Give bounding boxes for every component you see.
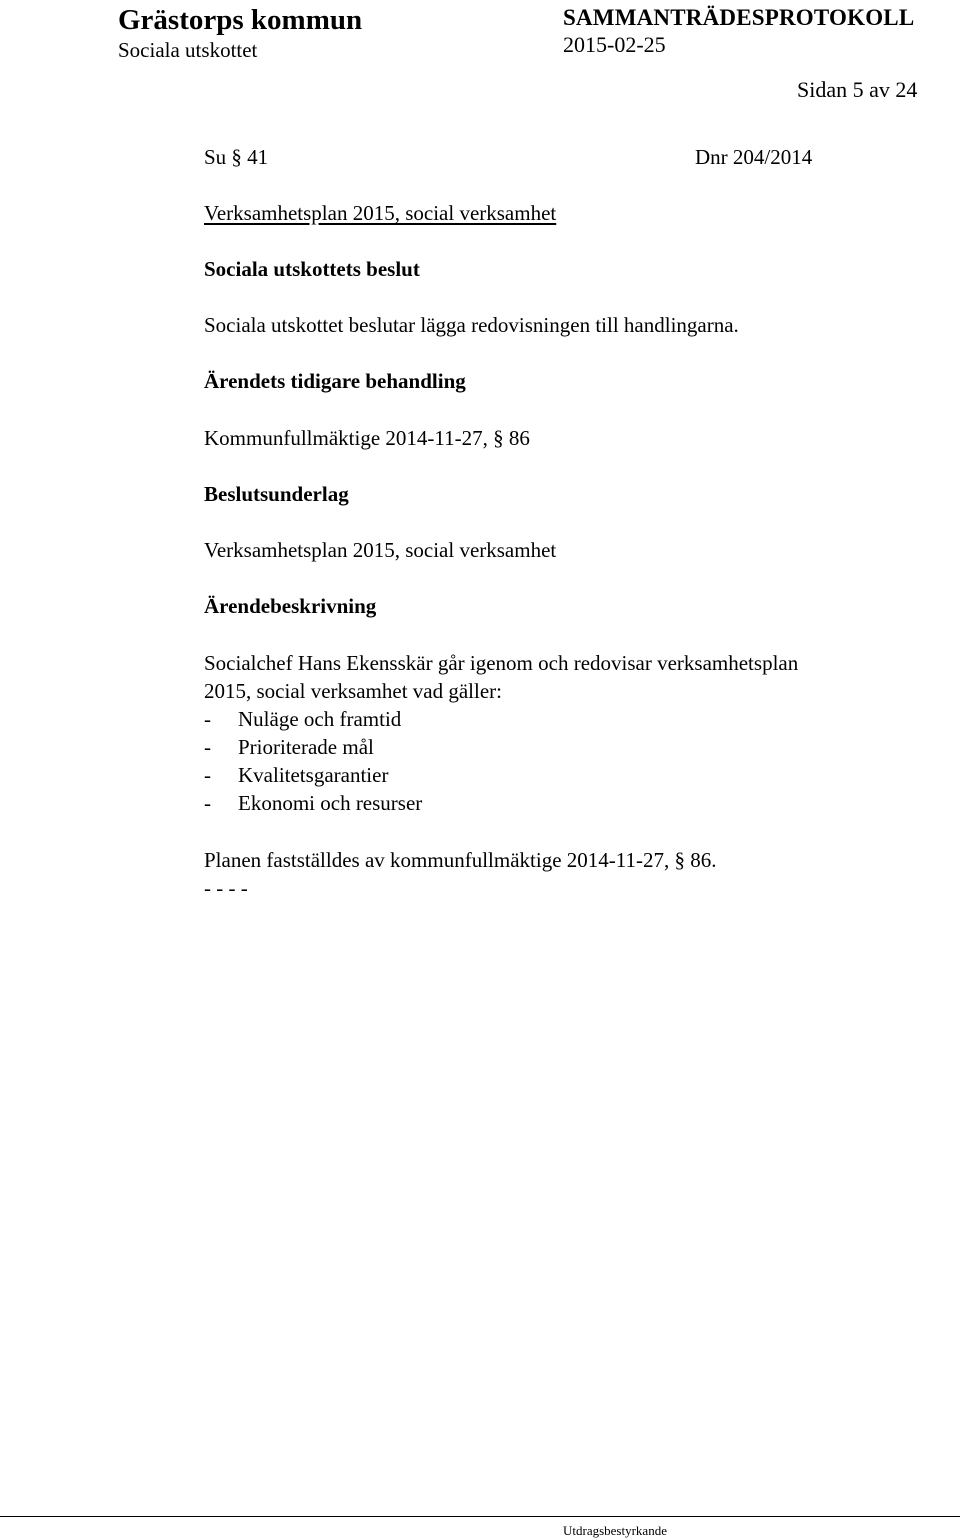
list-item — [204, 733, 374, 761]
footer-divider — [0, 1516, 960, 1517]
previous-handling-heading: Ärendets tidigare behandling — [204, 369, 466, 393]
item-number: Su § 41 — [204, 145, 269, 169]
page-number: Sidan 5 av 24 — [797, 77, 918, 102]
list-item-text: Kvalitetsgarantier — [238, 763, 389, 787]
document-type: SAMMANTRÄDESPROTOKOLL — [563, 5, 915, 30]
list-item-text: Ekonomi och resurser — [238, 791, 423, 815]
basis-text: Verksamhetsplan 2015, social verksamhet — [204, 538, 557, 562]
basis-heading: Beslutsunderlag — [204, 482, 349, 506]
organization-name: Grästorps kommun — [118, 4, 363, 36]
description-line-2: 2015, social verksamhet vad gäller: — [204, 679, 502, 703]
list-dash: - — [204, 735, 211, 759]
end-marker: - - - - — [204, 876, 248, 900]
description-line-1: Socialchef Hans Ekensskär går igenom och redovisar verksamhetsplan — [204, 651, 799, 675]
list-item — [204, 761, 388, 789]
previous-handling-text: Kommunfullmäktige 2014-11-27, § 86 — [204, 426, 530, 450]
committee-name: Sociala utskottet — [118, 38, 258, 62]
list-item-text: Prioriterade mål — [238, 735, 374, 759]
conclusion-text: Planen fastställdes av kommunfullmäktige 2014-11-27, § 86. — [204, 848, 717, 872]
item-title: Verksamhetsplan 2015, social verksamhet — [204, 201, 557, 225]
document-date: 2015-02-25 — [563, 32, 666, 57]
list-dash: - — [204, 791, 211, 815]
certification-label: Utdragsbestyrkande — [563, 1523, 667, 1538]
list-dash: - — [204, 763, 211, 787]
decision-heading: Sociala utskottets beslut — [204, 257, 420, 281]
description-heading: Ärendebeskrivning — [204, 594, 377, 618]
diary-number: Dnr 204/2014 — [695, 145, 813, 169]
decision-text: Sociala utskottet beslutar lägga redovisningen till handlingarna. — [204, 313, 739, 337]
list-dash: - — [204, 707, 211, 731]
list-item-text: Nuläge och framtid — [238, 707, 402, 731]
list-item — [204, 789, 422, 817]
list-item — [204, 705, 401, 733]
